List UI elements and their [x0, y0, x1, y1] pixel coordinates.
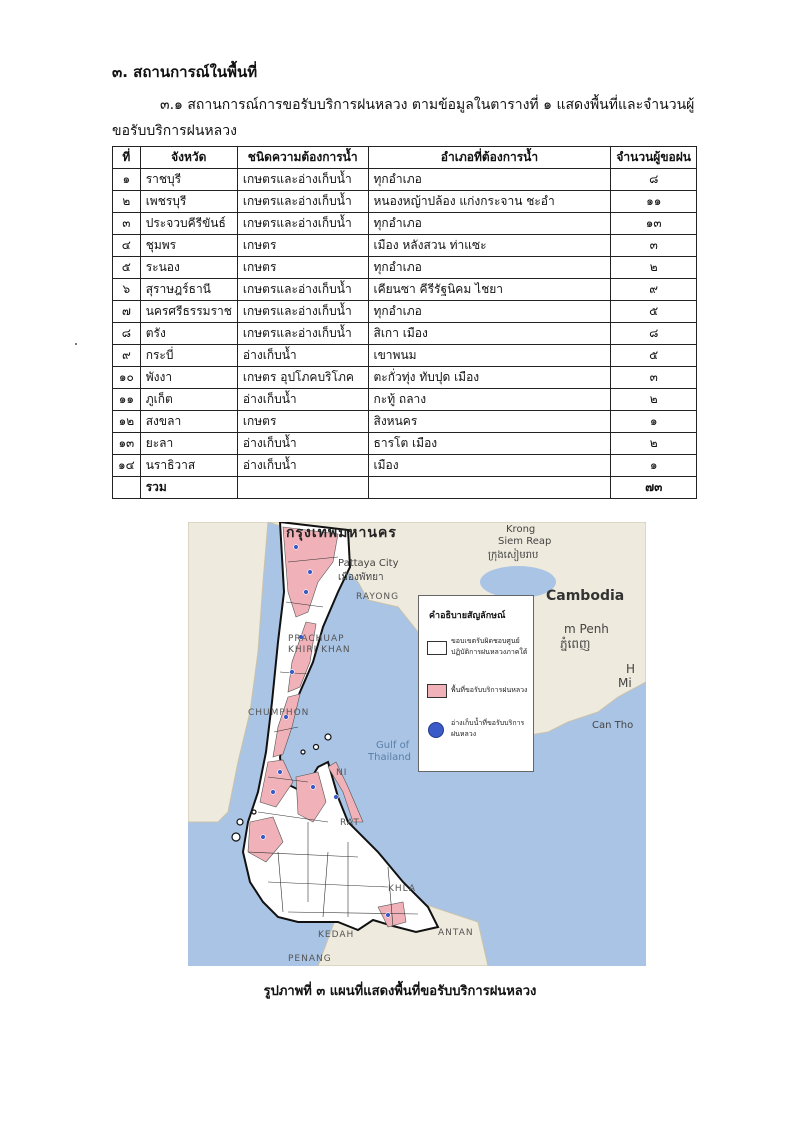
cell-province: สุราษฎร์ธานี: [140, 279, 237, 301]
table-body: [113, 169, 697, 477]
cell-district: หนองหญ้าปล้อง แก่งกระจาน ชะอำ: [368, 191, 611, 213]
cell-row-no: ๑๒: [113, 411, 141, 433]
cell-district: ตะกั่วทุ่ง ทับปุด เมือง: [368, 367, 611, 389]
legend-text-request: พื้นที่ขอรับบริการฝนหลวง: [451, 686, 528, 694]
col-header-no: ที่: [113, 147, 141, 169]
map-label-marat: RAT: [340, 818, 360, 828]
map-label-bangkok: กรุงเทพมหานคร: [286, 525, 397, 541]
total-cell-empty: [237, 477, 368, 499]
col-header-water-need: ชนิดความต้องการน้ำ: [237, 147, 368, 169]
cell-row-no: ๔: [113, 235, 141, 257]
cell-water-need: อ่างเก็บน้ำ: [237, 345, 368, 367]
table-row: [113, 433, 697, 455]
table-total-row: [113, 477, 697, 499]
section-paragraph: [112, 92, 702, 144]
cell-row-no: ๑๔: [113, 455, 141, 477]
cell-province: นครศรีธรรมราช: [140, 301, 237, 323]
cell-province: เพชรบุรี: [140, 191, 237, 213]
cell-district: เมือง หลังสวน ท่าแซะ: [368, 235, 611, 257]
cell-request-count: ๒: [611, 433, 697, 455]
legend-reservoir-icon: [428, 722, 444, 738]
map-label-ho-chi-minh: H: [626, 662, 636, 676]
map-label-kelantan: ANTAN: [438, 928, 474, 938]
map-label-siem-reap: Siem Reap: [498, 536, 552, 547]
map-label-pattaya-thai: เมืองพัทยา: [338, 572, 384, 583]
cell-water-need: เกษตร: [237, 257, 368, 279]
cell-row-no: ๖: [113, 279, 141, 301]
cell-water-need: เกษตรและอ่างเก็บน้ำ: [237, 323, 368, 345]
cell-request-count: ๑๑: [611, 191, 697, 213]
cell-district: สิเกา เมือง: [368, 323, 611, 345]
caption-label: รูปภาพที่ ๓: [263, 984, 326, 999]
table-row: [113, 169, 697, 191]
legend-title: คำอธิบายสัญลักษณ์: [429, 611, 506, 621]
table-row: [113, 389, 697, 411]
cell-row-no: ๕: [113, 257, 141, 279]
legend-text-reservoir: อ่างเก็บน้ำที่ขอรับบริการฝนหลวง: [451, 719, 525, 738]
rain-request-table: [112, 146, 697, 499]
cell-row-no: ๑๓: [113, 433, 141, 455]
cell-request-count: ๕: [611, 301, 697, 323]
cell-water-need: เกษตรและอ่างเก็บน้ำ: [237, 279, 368, 301]
map-label-thani: NI: [336, 768, 348, 778]
cell-province: ภูเก็ต: [140, 389, 237, 411]
cell-request-count: ๘: [611, 169, 697, 191]
map-label-prachuap: PRACHUAP: [288, 634, 345, 644]
cell-district: เขาพนม: [368, 345, 611, 367]
cell-row-no: ๙: [113, 345, 141, 367]
section-heading: ๓. สถานการณ์ในพื้นที่: [112, 63, 258, 81]
cell-request-count: ๕: [611, 345, 697, 367]
table-row: [113, 257, 697, 279]
cell-water-need: เกษตรและอ่างเก็บน้ำ: [237, 169, 368, 191]
table-row: [113, 191, 697, 213]
paragraph-text: ๓.๑ สถานการณ์การขอรับบริการฝนหลวง ตามข้อมูลในตารางที่ ๑ แสดงพื้นที่และจำนวนผู้ขอรับบริการฝนหลวง: [112, 97, 695, 139]
figure-caption: [0, 980, 800, 1001]
cell-row-no: ๑๐: [113, 367, 141, 389]
col-header-district: อำเภอที่ต้องการน้ำ: [368, 147, 611, 169]
cell-request-count: ๑: [611, 411, 697, 433]
cell-province: ตรัง: [140, 323, 237, 345]
map-label-minh: Mi: [618, 676, 632, 690]
cell-province: ยะลา: [140, 433, 237, 455]
cell-district: กะทู้ ถลาง: [368, 389, 611, 411]
cell-district: ทุกอำเภอ: [368, 301, 611, 323]
map-label-rayong: RAYONG: [356, 592, 400, 602]
cell-district: ทุกอำเภอ: [368, 213, 611, 235]
cell-water-need: เกษตรและอ่างเก็บน้ำ: [237, 301, 368, 323]
cell-water-need: เกษตรและอ่างเก็บน้ำ: [237, 213, 368, 235]
cell-water-need: เกษตร: [237, 411, 368, 433]
cell-request-count: ๑: [611, 455, 697, 477]
legend-swatch-boundary: [427, 641, 447, 655]
cell-request-count: ๑๓: [611, 213, 697, 235]
cell-row-no: ๗: [113, 301, 141, 323]
col-header-province: จังหวัด: [140, 147, 237, 169]
cell-request-count: ๒: [611, 257, 697, 279]
map-label-khiri-khan: KHIRI KHAN: [288, 645, 351, 655]
cell-request-count: ๘: [611, 323, 697, 345]
cell-province: ประจวบคีรีขันธ์: [140, 213, 237, 235]
cell-water-need: อ่างเก็บน้ำ: [237, 389, 368, 411]
cell-request-count: ๓: [611, 367, 697, 389]
cell-province: นราธิวาส: [140, 455, 237, 477]
cell-district: เคียนซา คีรีรัฐนิคม ไชยา: [368, 279, 611, 301]
cell-water-need: เกษตรและอ่างเก็บน้ำ: [237, 191, 368, 213]
cell-water-need: เกษตร: [237, 235, 368, 257]
cell-row-no: ๒: [113, 191, 141, 213]
cell-province: ชุมพร: [140, 235, 237, 257]
cell-district: ทุกอำเภอ: [368, 257, 611, 279]
margin-dot: [75, 343, 77, 345]
total-label: รวม: [140, 477, 237, 499]
map-label-gulf: Gulf of: [376, 740, 410, 751]
map-label-thailand: Thailand: [368, 752, 411, 763]
map-label-siem-reap-khmer: ក្រុងសៀមរាប: [488, 550, 539, 561]
map-label-chumphon: CHUMPHON: [248, 708, 310, 718]
map-legend: [418, 595, 534, 772]
rain-request-map: [188, 522, 646, 966]
cell-water-need: อ่างเก็บน้ำ: [237, 433, 368, 455]
table-row: [113, 323, 697, 345]
cell-district: ทุกอำเภอ: [368, 169, 611, 191]
cell-province: สงขลา: [140, 411, 237, 433]
total-value: ๗๓: [611, 477, 697, 499]
col-header-count: จำนวนผู้ขอฝน: [611, 147, 697, 169]
cell-request-count: ๒: [611, 389, 697, 411]
total-cell-empty: [368, 477, 611, 499]
cell-province: ราชบุรี: [140, 169, 237, 191]
total-cell-empty: [113, 477, 141, 499]
cell-district: สิงหนคร: [368, 411, 611, 433]
table-row: [113, 345, 697, 367]
table-row: [113, 411, 697, 433]
cell-water-need: เกษตร อุปโภคบริโภค: [237, 367, 368, 389]
table-row: [113, 455, 697, 477]
table-row: [113, 279, 697, 301]
map-label-kedah: KEDAH: [318, 930, 355, 940]
legend-swatch-request: [427, 684, 447, 698]
map-label-phnom-penh-khmer: ភ្នំពេញ: [560, 637, 591, 651]
table-row: [113, 235, 697, 257]
cell-row-no: ๘: [113, 323, 141, 345]
map-label-phnom-penh: m Penh: [564, 622, 609, 636]
cell-request-count: ๙: [611, 279, 697, 301]
cell-water-need: อ่างเก็บน้ำ: [237, 455, 368, 477]
cell-row-no: ๑: [113, 169, 141, 191]
cell-district: เมือง: [368, 455, 611, 477]
table-header-row: [113, 147, 697, 169]
table-row: [113, 213, 697, 235]
cell-request-count: ๓: [611, 235, 697, 257]
cell-province: ระนอง: [140, 257, 237, 279]
map-label-can-tho: Can Tho: [592, 720, 634, 731]
legend-text-boundary: ขอบเขตรับผิดชอบศูนย์ปฏิบัติการฝนหลวงภาคใต้: [451, 637, 528, 656]
map-label-songkhla: KHLA: [388, 884, 417, 894]
cell-row-no: ๑๑: [113, 389, 141, 411]
map-label-pattaya: Pattaya City: [338, 558, 399, 569]
tonle-sap-lake: [480, 566, 556, 598]
table-row: [113, 301, 697, 323]
map-label-penang: PENANG: [288, 954, 332, 964]
table-row: [113, 367, 697, 389]
cell-row-no: ๓: [113, 213, 141, 235]
map-label-cambodia: Cambodia: [546, 588, 625, 604]
map-label-krong: Krong: [506, 524, 536, 535]
cell-district: ธารโต เมือง: [368, 433, 611, 455]
caption-text: แผนที่แสดงพื้นที่ขอรับบริการฝนหลวง: [329, 984, 537, 999]
cell-province: พังงา: [140, 367, 237, 389]
cell-province: กระบี่: [140, 345, 237, 367]
